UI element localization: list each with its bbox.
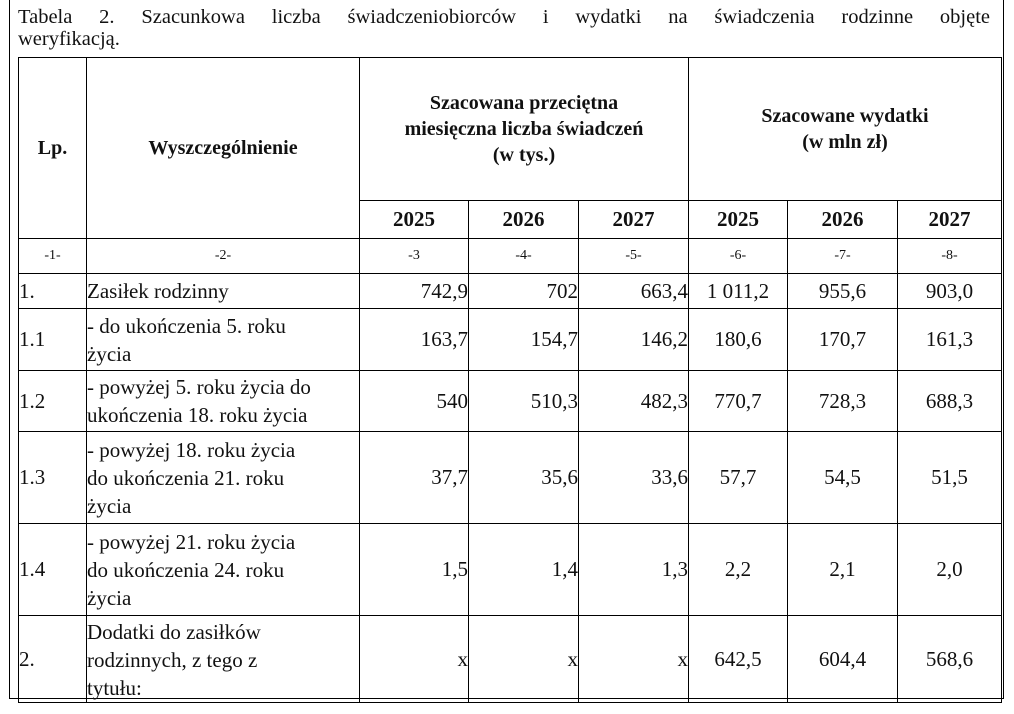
header-benefits-line-1: Szacowana przeciętna [429, 92, 619, 114]
value-cell: 35,6 [469, 432, 579, 524]
column-number: -5- [579, 239, 689, 274]
value-cell: 1,4 [469, 524, 579, 616]
value-cell: 1,5 [360, 524, 469, 616]
table-row [19, 309, 1002, 371]
year-header: 2026 [788, 201, 898, 239]
row-lp: 1.1 [19, 309, 87, 371]
header-expenditure [689, 58, 1002, 201]
value-cell: 2,0 [898, 524, 1002, 616]
row-lp: 2. [19, 616, 87, 703]
value-cell: 154,7 [469, 309, 579, 371]
header-item: Wyszczególnienie [87, 58, 360, 239]
value-cell: 161,3 [898, 309, 1002, 371]
table-row [19, 616, 1002, 703]
row-description [87, 371, 360, 432]
description-line: - powyżej 21. roku życia [87, 529, 296, 554]
row-description [87, 524, 360, 616]
value-cell: 163,7 [360, 309, 469, 371]
row-description [87, 432, 360, 524]
caption-line-1: Tabela 2. Szacunkowa liczba świadczeniobiorców i wydatki na świadczenia rodzinne objęte [18, 6, 990, 28]
value-cell: x [579, 616, 689, 703]
value-cell: 663,4 [579, 274, 689, 309]
value-cell: 955,6 [788, 274, 898, 309]
table-row [19, 432, 1002, 524]
table-row [19, 274, 1002, 309]
value-cell: 510,3 [469, 371, 579, 432]
description-line: - do ukończenia 5. roku [87, 313, 286, 338]
description-line: tytułu: [87, 676, 142, 700]
row-lp: 1.4 [19, 524, 87, 616]
value-cell: 702 [469, 274, 579, 309]
column-number: -7- [788, 239, 898, 274]
table-row [19, 524, 1002, 616]
description-line: Zasiłek rodzinny [87, 279, 229, 303]
description-line: życia [87, 341, 132, 366]
value-cell: 2,1 [788, 524, 898, 616]
value-cell: 51,5 [898, 432, 1002, 524]
column-number: -1- [19, 239, 87, 274]
value-cell: 37,7 [360, 432, 469, 524]
value-cell: 1 011,2 [689, 274, 788, 309]
value-cell: 180,6 [689, 309, 788, 371]
value-cell: 57,7 [689, 432, 788, 524]
description-line: ukończenia 18. roku życia [87, 403, 308, 427]
value-cell: 770,7 [689, 371, 788, 432]
value-cell: x [469, 616, 579, 703]
value-cell: 688,3 [898, 371, 1002, 432]
row-lp: 1.3 [19, 432, 87, 524]
row-lp: 1.2 [19, 371, 87, 432]
description-line: do ukończenia 21. roku [87, 465, 285, 490]
table-caption [18, 4, 990, 52]
description-line: rodzinnych, z tego z [87, 648, 258, 672]
column-number: -4- [469, 239, 579, 274]
table-row [19, 371, 1002, 432]
column-number: -6- [689, 239, 788, 274]
description-line: - powyżej 18. roku życia [87, 437, 296, 462]
row-description [87, 616, 360, 703]
header-expenditure-line-2: (w mln zł) [802, 131, 888, 153]
year-header: 2026 [469, 201, 579, 239]
description-line: Dodatki do zasiłków [87, 620, 261, 644]
year-header: 2025 [360, 201, 469, 239]
value-cell: 728,3 [788, 371, 898, 432]
header-lp: Lp. [19, 58, 87, 239]
description-line: życia [87, 585, 132, 610]
value-cell: 54,5 [788, 432, 898, 524]
header-benefits-count [360, 58, 689, 201]
value-cell: x [360, 616, 469, 703]
value-cell: 540 [360, 371, 469, 432]
header-row [19, 58, 1002, 201]
header-expenditure-line-1: Szacowane wydatki [761, 105, 929, 127]
year-header: 2027 [898, 201, 1002, 239]
caption-line-2: weryfikacją. [18, 28, 120, 50]
row-description [87, 274, 360, 309]
row-description [87, 309, 360, 371]
value-cell: 742,9 [360, 274, 469, 309]
value-cell: 2,2 [689, 524, 788, 616]
description-line: do ukończenia 24. roku [87, 557, 285, 582]
value-cell: 146,2 [579, 309, 689, 371]
value-cell: 482,3 [579, 371, 689, 432]
value-cell: 170,7 [788, 309, 898, 371]
year-header: 2027 [579, 201, 689, 239]
data-table [18, 57, 1002, 703]
value-cell: 642,5 [689, 616, 788, 703]
column-number-row [19, 239, 1002, 274]
header-benefits-line-2: miesięczna liczba świadczeń [404, 118, 644, 140]
header-benefits-line-3: (w tys.) [492, 144, 556, 166]
value-cell: 604,4 [788, 616, 898, 703]
row-lp: 1. [19, 274, 87, 309]
value-cell: 1,3 [579, 524, 689, 616]
description-line: życia [87, 493, 132, 518]
year-header: 2025 [689, 201, 788, 239]
description-line: - powyżej 5. roku życia do [87, 375, 311, 399]
column-number: -8- [898, 239, 1002, 274]
value-cell: 903,0 [898, 274, 1002, 309]
value-cell: 568,6 [898, 616, 1002, 703]
value-cell: 33,6 [579, 432, 689, 524]
column-number: -3 [360, 239, 469, 274]
column-number: -2- [87, 239, 360, 274]
